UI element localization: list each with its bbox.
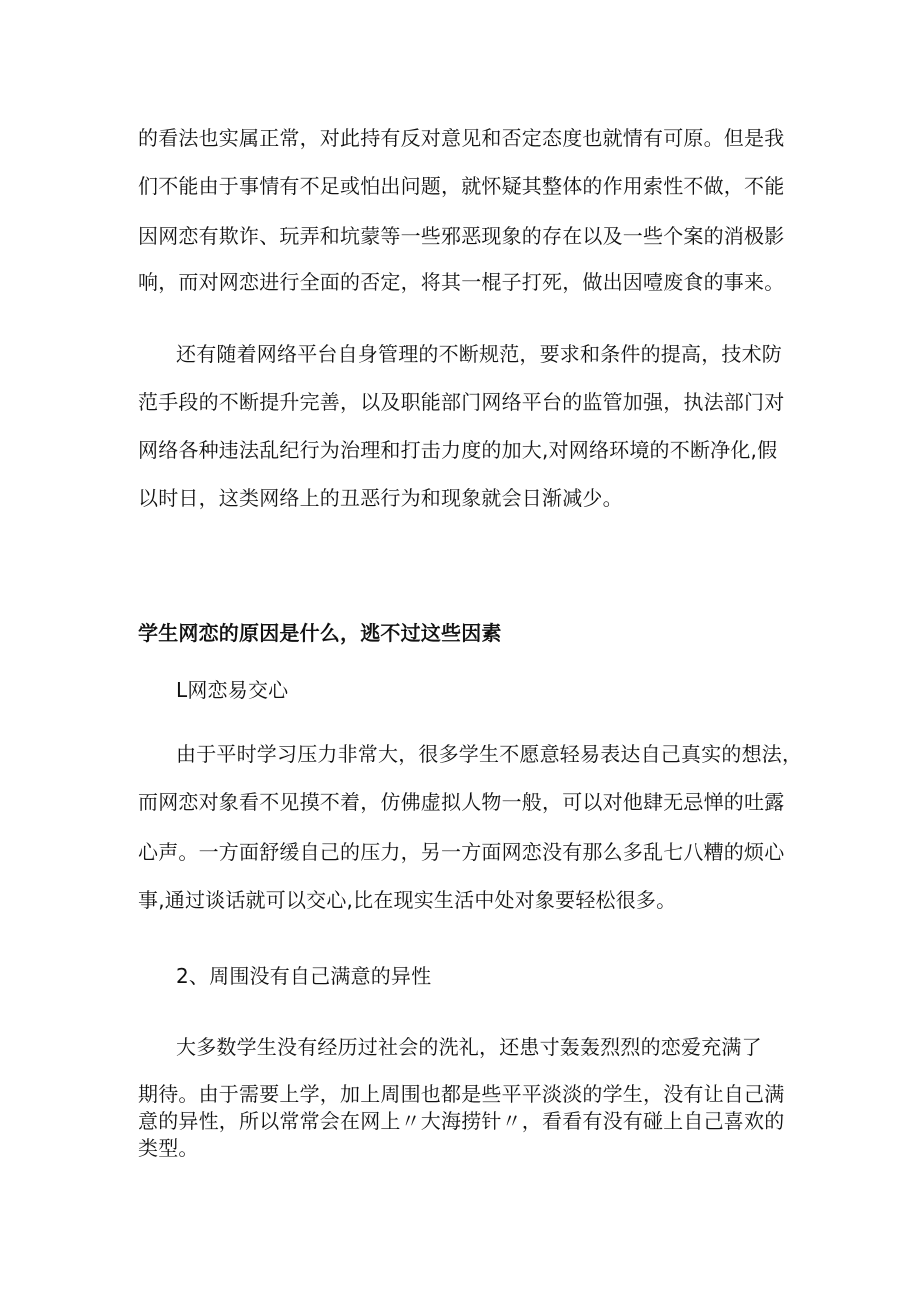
paragraph-2-line-2: 范手段的不断提升完善，以及职能部门网络平台的监管加强，执法部门对	[138, 390, 785, 414]
paragraph-3-line-4: 事,通过谈话就可以交心,比在现实生活中处对象要轻松很多。	[138, 888, 677, 912]
subheading-2: 2、周围没有自己满意的异性	[176, 964, 432, 988]
section-heading: 学生网恋的原因是什么，逃不过这些因素	[138, 621, 502, 645]
paragraph-1-line-3: 因网恋有欺诈、玩弄和坑蒙等一些邪恶现象的存在以及一些个案的消极影	[138, 224, 785, 248]
paragraph-4-line-1: 大多数学生没有经历过社会的洗礼，还患寸轰轰烈烈的恋爱充满了	[176, 1035, 762, 1059]
paragraph-2-line-4: 以时日，这类网络上的丑恶行为和现象就会日渐减少。	[138, 486, 623, 510]
paragraph-3-line-2: 而网恋对象看不见摸不着，仿佛虚拟人物一般，可以对他肆无忌惮的吐露	[138, 790, 785, 814]
subheading-1: L网恋易交心	[176, 678, 289, 702]
paragraph-1-line-2: 们不能由于事情有不足或怕出问题，就怀疑其整体的作用索性不做，不能	[138, 174, 785, 198]
paragraph-1-line-1: 的看法也实属正常，对此持有反对意见和否定态度也就情有可原。但是我	[138, 126, 785, 150]
paragraph-2-line-3: 网络各种违法乱纪行为治理和打击力度的加大,对网络环境的不断净化,假	[138, 438, 778, 462]
paragraph-3-line-3: 心声。一方面舒缓自己的压力，另一方面网恋没有那么多乱七八糟的烦心	[138, 840, 785, 864]
paragraph-2-line-1: 还有随着网络平台自身管理的不断规范，要求和条件的提高，技术防	[176, 342, 782, 366]
paragraph-4-line-4: 类型。	[138, 1136, 199, 1160]
paragraph-4-line-2: 期待。由于需要上学，加上周围也都是些平平淡淡的学生，没有让自己满	[138, 1082, 785, 1106]
paragraph-4-line-3: 意的异性，所以常常会在网上〃大海捞针〃，看看有没有碰上自己喜欢的	[138, 1109, 785, 1133]
paragraph-1-line-4: 响，而对网恋进行全面的否定，将其一棍子打死，做出因噎废食的事来。	[138, 270, 785, 294]
paragraph-3-line-1: 由于平时学习压力非常大，很多学生不愿意轻易表达自己真实的想法，	[176, 742, 803, 766]
